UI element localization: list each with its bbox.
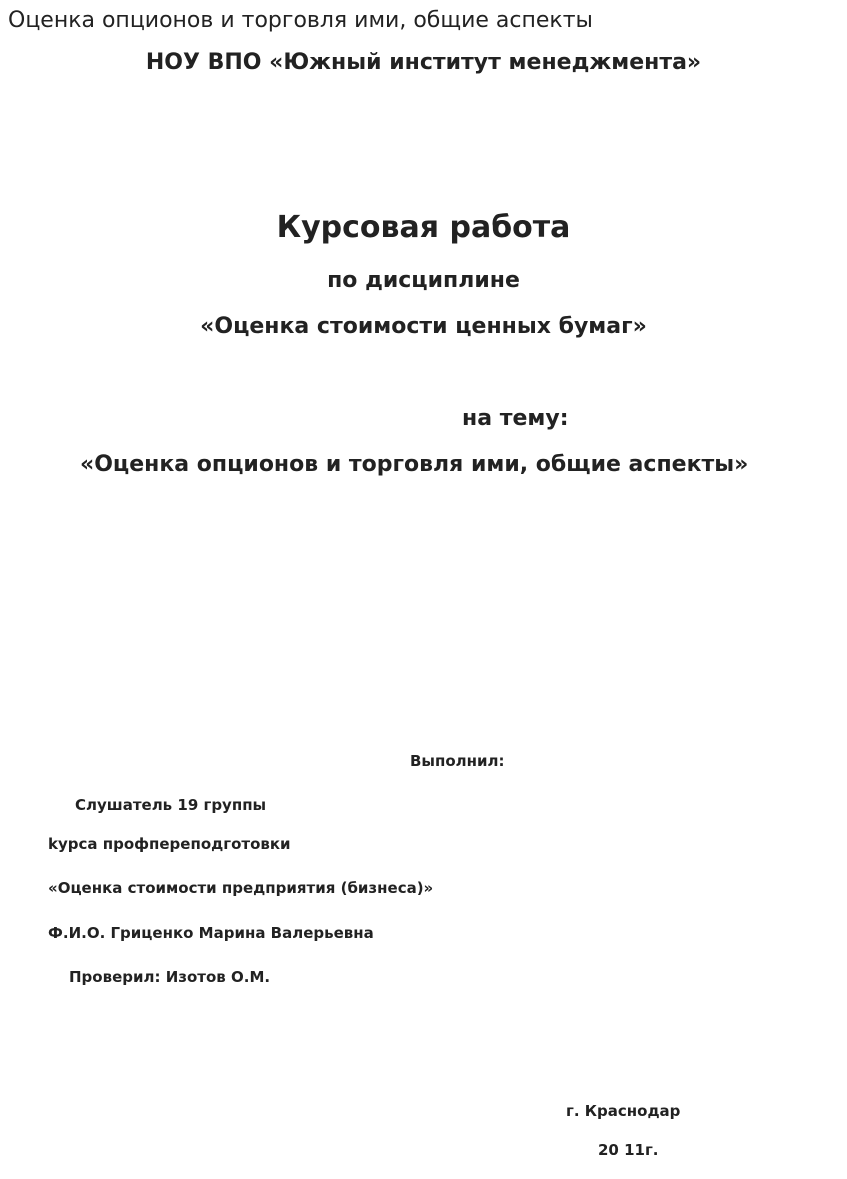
student-group-line: Слушатель 19 группы <box>75 796 267 814</box>
checked-by-line: Проверил: Изотов О.М. <box>69 968 271 986</box>
discipline-label: по дисциплине <box>327 268 520 293</box>
city-line: г. Краснодар <box>566 1102 681 1120</box>
institute-name: НОУ ВПО «Южный институт менеджмента» <box>145 50 702 75</box>
topic-name: «Оценка опционов и торговля ими, общие аспекты» <box>80 452 749 477</box>
page-header-title: Оценка опционов и торговля ими, общие аспекты <box>8 8 593 33</box>
program-line: «Оценка стоимости предприятия (бизнеса)» <box>48 879 434 897</box>
performed-by-label: Выполнил: <box>410 752 505 770</box>
year-line: 20 11г. <box>598 1141 659 1159</box>
topic-label: на тему: <box>462 406 569 431</box>
course-line: kурса профпереподготовки <box>48 835 291 853</box>
student-name-line: Ф.И.О. Гриценко Марина Валерьевна <box>48 924 374 942</box>
work-type-title: Курсовая работа <box>276 210 571 245</box>
discipline-name: «Оценка стоимости ценных бумаг» <box>200 314 647 339</box>
